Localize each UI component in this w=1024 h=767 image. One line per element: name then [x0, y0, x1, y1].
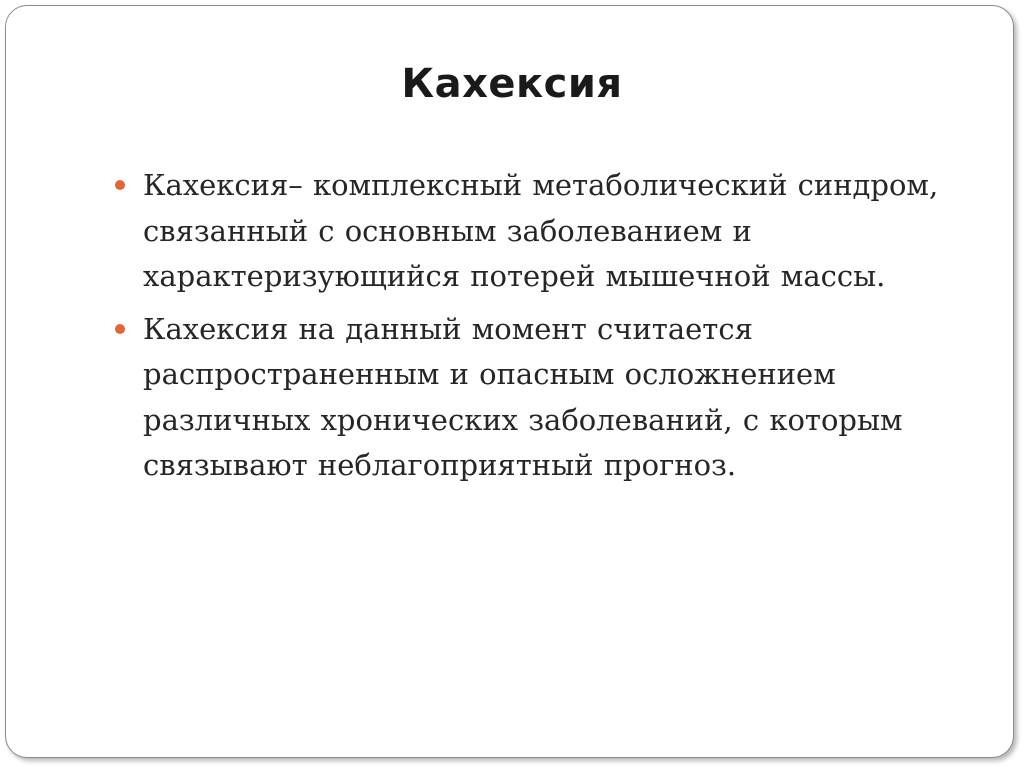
bullet-item [115, 307, 975, 489]
slide-title: Кахексия [401, 61, 623, 107]
bullet-dot-icon [115, 180, 125, 190]
bullet-dot-icon [115, 324, 125, 334]
bullet-text: Кахексия– комплексный метаболический синдром, связанный с основным заболеванием и характеризующийся потерей мышечной массы. [143, 168, 939, 293]
bullet-text: Кахексия на данный момент считается распространенным и опасным осложнением различных хронических заболеваний, с которым связывают неблагоприятный прогноз. [143, 311, 903, 482]
bullet-list [115, 163, 975, 496]
bullet-item [115, 163, 975, 300]
